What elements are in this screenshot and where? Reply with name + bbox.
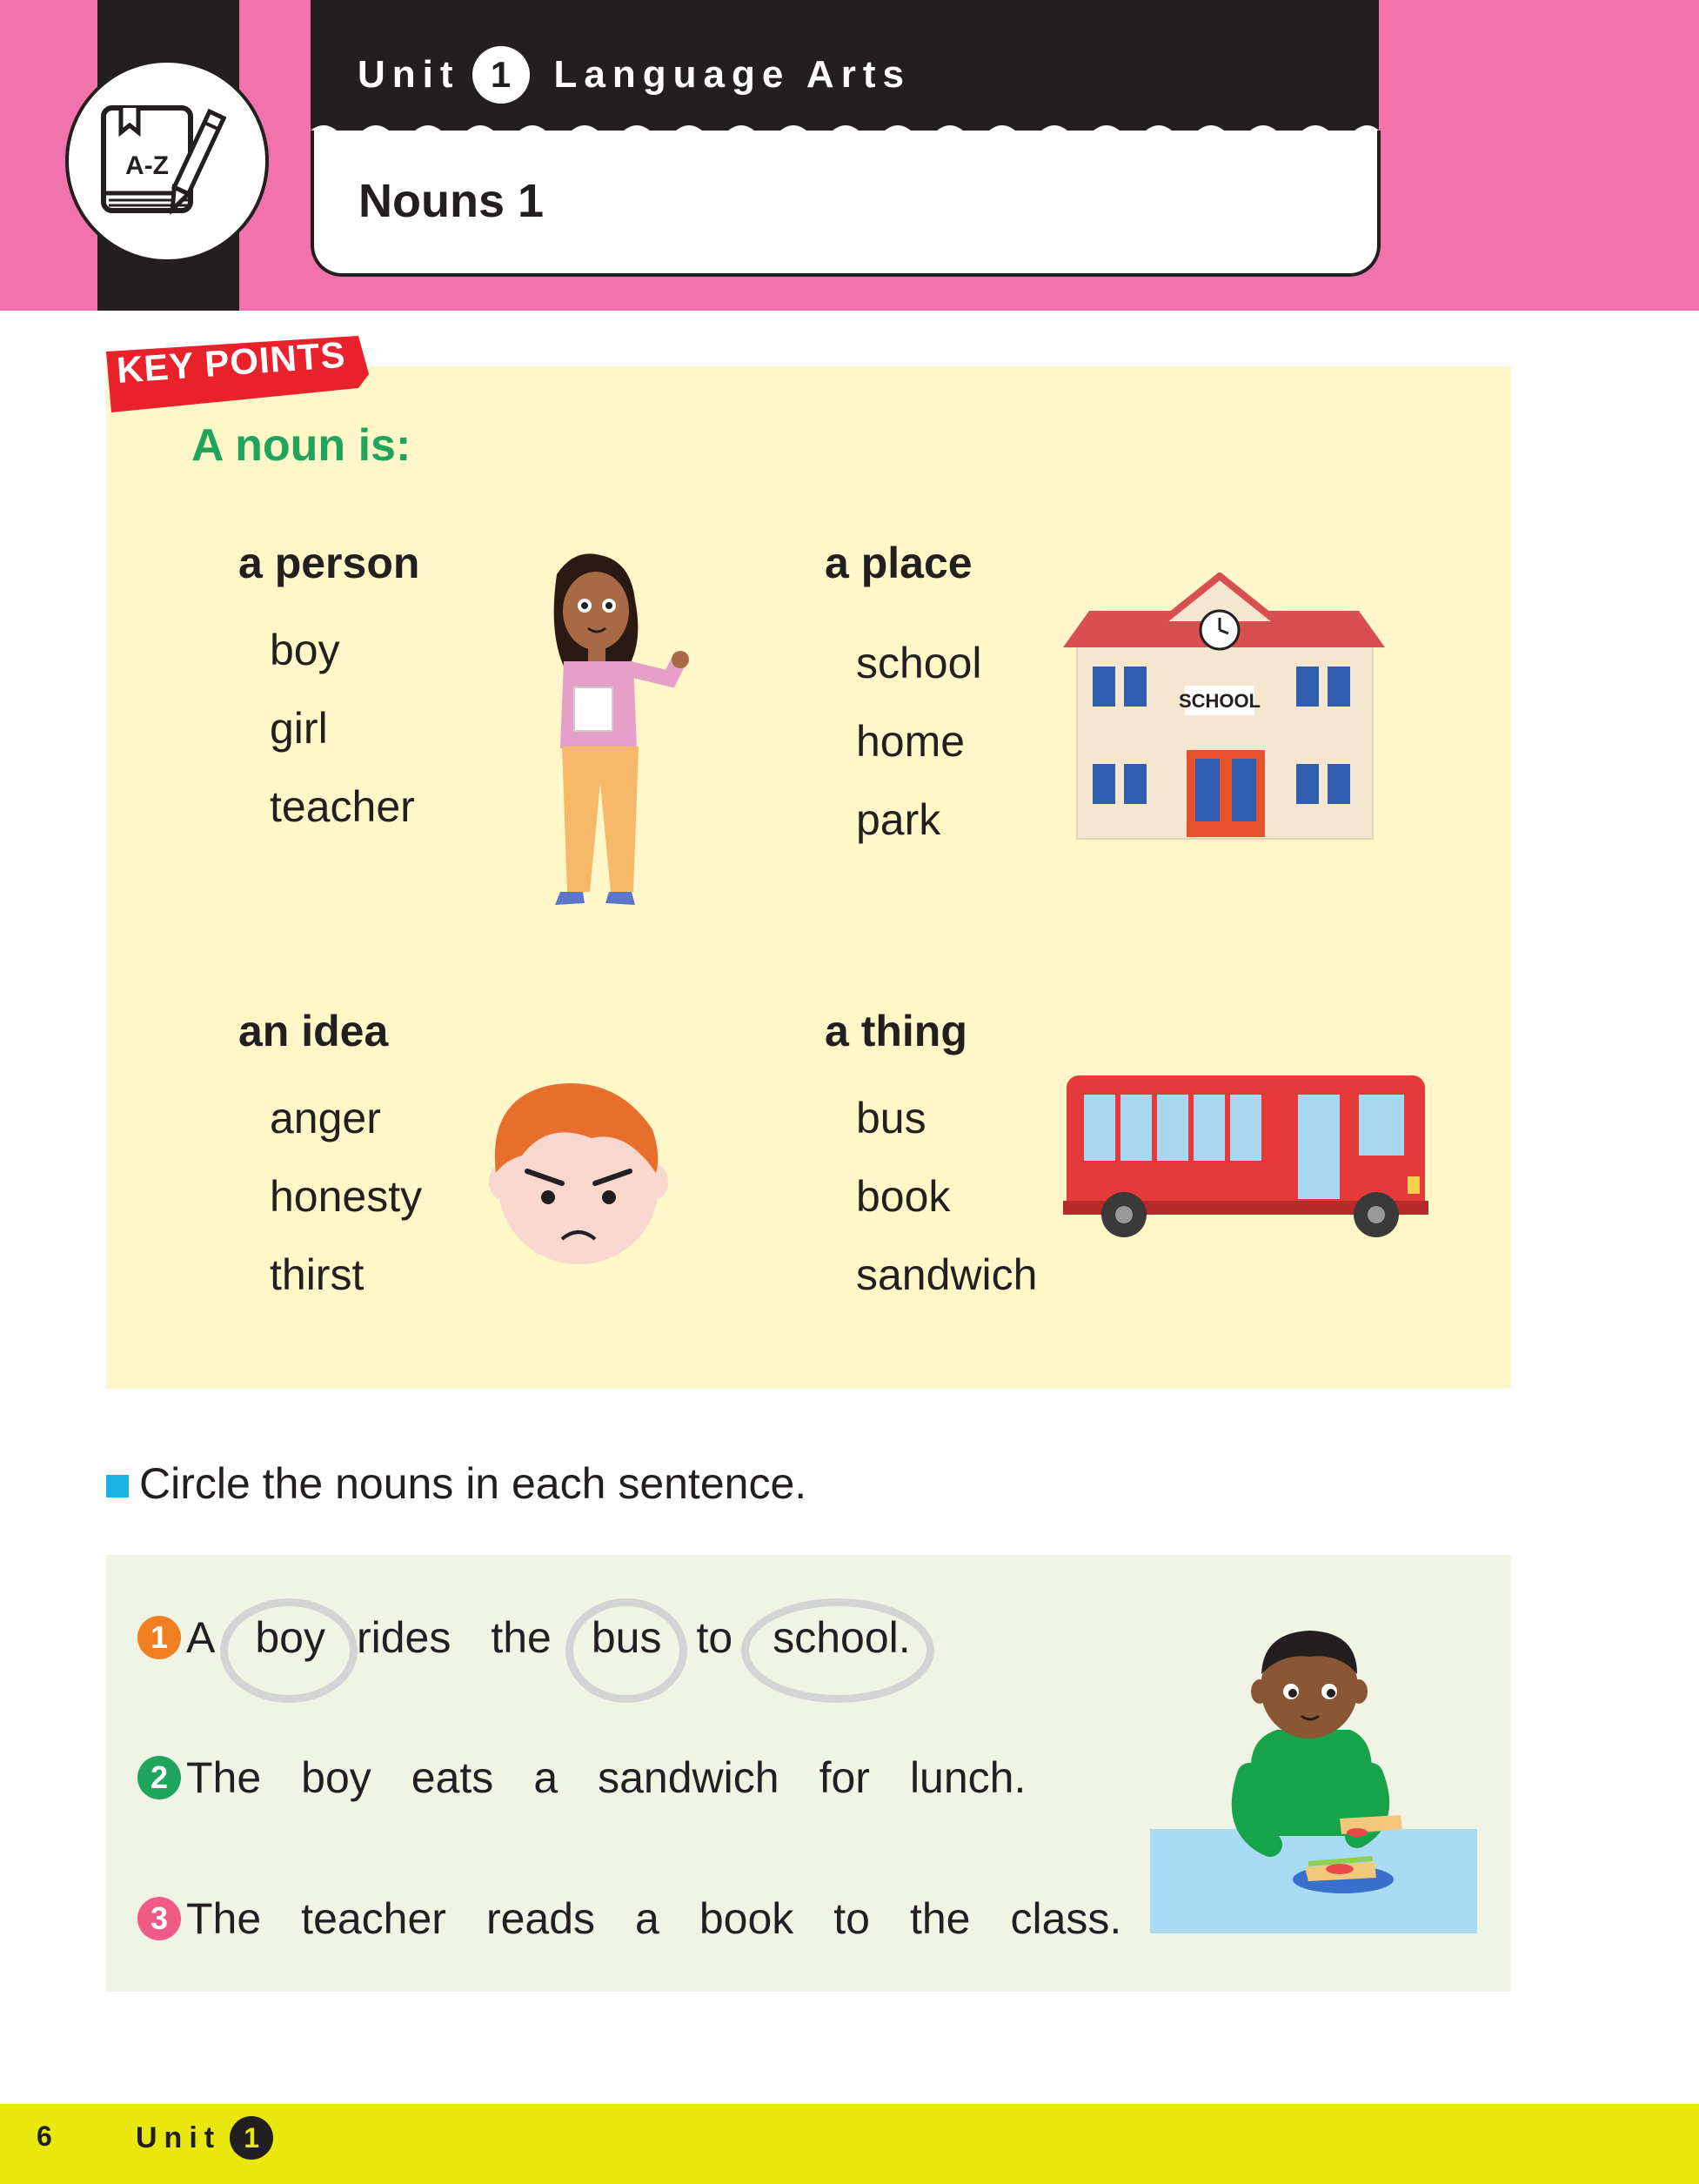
sentence-word: school.	[773, 1613, 911, 1662]
word-bus: bus	[856, 1094, 926, 1142]
word-school: school	[856, 639, 982, 687]
unit-line	[358, 49, 911, 101]
word-teacher: teacher	[270, 782, 415, 831]
boy-eating-sandwich-illustration	[1148, 1627, 1479, 1940]
category-title-person: a person	[238, 539, 420, 587]
sentence-word[interactable]: a	[635, 1894, 659, 1943]
word-park: park	[856, 795, 941, 844]
sentence-word[interactable]: sandwich	[598, 1753, 779, 1802]
sentence-number-2: 2	[137, 1756, 181, 1799]
instruction-bullet	[106, 1475, 129, 1497]
sentence-word[interactable]: The	[186, 1753, 262, 1802]
sentence-word: A	[186, 1613, 216, 1662]
circle-mark	[741, 1598, 934, 1703]
sentence-word[interactable]: the	[909, 1894, 971, 1943]
sentence-word[interactable]: The	[186, 1894, 262, 1943]
word-anger: anger	[270, 1094, 381, 1142]
sentence-word[interactable]: lunch.	[909, 1753, 1027, 1802]
sentence-3	[137, 1884, 1161, 1953]
word-girl: girl	[270, 704, 328, 753]
key-points-label: KEY POINTS	[115, 333, 347, 392]
title-card	[311, 0, 1379, 277]
sentence-word[interactable]: to	[696, 1613, 733, 1662]
sentence-1	[137, 1603, 951, 1672]
sentence-word[interactable]: eats	[411, 1753, 494, 1802]
lesson-title: Nouns 1	[358, 175, 545, 227]
key-points-heading: A noun is:	[191, 420, 411, 471]
unit-label: Unit	[358, 53, 460, 96]
sentence-word: boy	[255, 1613, 325, 1662]
sentence-word[interactable]: boy	[301, 1753, 371, 1802]
sentence-word[interactable]: class.	[1010, 1894, 1122, 1943]
teacher-illustration	[505, 548, 696, 914]
red-bus-illustration	[1063, 1072, 1428, 1246]
sentence-word[interactable]: to	[833, 1894, 870, 1943]
unit-number: 1	[472, 46, 530, 104]
sentence-word[interactable]: teacher	[301, 1894, 446, 1943]
circled-noun[interactable]	[773, 1612, 910, 1663]
angry-face-illustration	[487, 1077, 670, 1269]
sentence-word: bus	[591, 1613, 662, 1662]
sentence-word[interactable]: for	[819, 1753, 870, 1802]
sentence-word[interactable]: book	[699, 1894, 794, 1943]
footer-unit-number: 1	[230, 2116, 273, 2160]
sentence-number-3: 3	[137, 1897, 181, 1940]
footer-unit	[136, 2116, 273, 2160]
sentence-number-1: 1	[137, 1616, 181, 1659]
instruction-text: Circle the nouns in each sentence.	[139, 1459, 807, 1508]
sentence-word[interactable]: the	[491, 1613, 552, 1662]
school-building-illustration	[1063, 573, 1385, 842]
footer-unit-label: Unit	[136, 2120, 222, 2154]
page-number: 6	[37, 2120, 52, 2152]
category-title-place: a place	[825, 539, 973, 587]
sentence-word[interactable]: rides	[356, 1613, 452, 1662]
word-boy: boy	[270, 626, 340, 674]
word-honesty: honesty	[270, 1172, 423, 1221]
sentence-2	[137, 1743, 1066, 1812]
school-sign-text: SCHOOL	[1178, 690, 1261, 712]
word-book: book	[856, 1172, 951, 1221]
circle-mark	[565, 1598, 687, 1703]
unit-subject: Language Arts	[553, 53, 911, 96]
category-title-idea: an idea	[238, 1007, 389, 1055]
category-title-thing: a thing	[825, 1007, 967, 1055]
circled-noun[interactable]	[592, 1612, 662, 1663]
badge-text: A-Z	[125, 151, 169, 180]
circle-mark	[220, 1598, 358, 1703]
unit-header	[0, 0, 1699, 311]
word-home: home	[856, 717, 966, 766]
sentence-word[interactable]: reads	[485, 1894, 596, 1943]
book-pencil-icon	[97, 97, 244, 228]
circled-noun[interactable]	[255, 1612, 325, 1663]
unit-badge	[65, 59, 269, 263]
word-thirst: thirst	[270, 1250, 365, 1299]
word-sandwich: sandwich	[856, 1250, 1038, 1299]
sentence-word[interactable]: a	[533, 1753, 559, 1802]
